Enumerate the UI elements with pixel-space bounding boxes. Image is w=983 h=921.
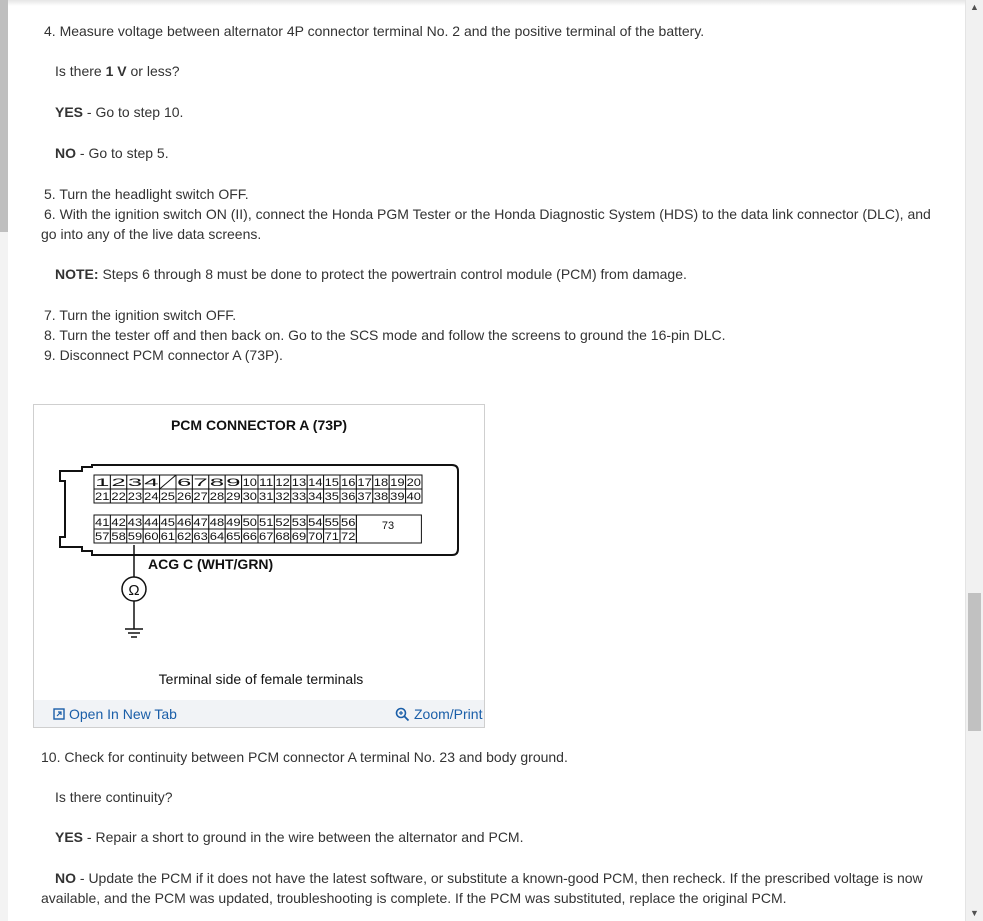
terminal-number: 51 (259, 517, 274, 529)
no-4-text: - Go to step 5. (76, 145, 169, 161)
terminal-number: 49 (226, 517, 241, 529)
terminal-number: 9 (226, 477, 241, 489)
terminal-number: 71 (324, 531, 339, 543)
ohm-symbol: Ω (128, 582, 140, 599)
terminal-number: 72 (341, 531, 356, 543)
no-label: NO (55, 145, 76, 161)
terminal-number: 54 (308, 517, 323, 529)
terminal-number: 36 (341, 491, 356, 503)
terminal-number: 59 (127, 531, 143, 543)
scroll-down-arrow-icon[interactable]: ▼ (970, 908, 979, 918)
open-new-tab-icon (53, 708, 65, 720)
terminal-number: 38 (373, 491, 389, 503)
vertical-scrollbar[interactable] (965, 0, 983, 921)
terminal-number: 65 (226, 531, 241, 543)
question-4-value: 1 V (105, 63, 127, 79)
terminal-number: 62 (177, 531, 192, 543)
terminal-number: 52 (275, 517, 290, 529)
no-label: NO (55, 870, 76, 886)
question-4-pre: Is there (55, 63, 106, 79)
terminal-number: 12 (275, 477, 290, 489)
terminal-number: 1 (95, 477, 110, 489)
left-scroll-thumb[interactable] (0, 0, 8, 232)
terminal-number: 26 (177, 491, 192, 503)
no-10-text: - Update the PCM if it does not have the latest software, or substitute a known-good PCM, then recheck. If the prescribed voltage is now available, and the PCM was updated, troubleshooting is complete. If the PCM was substituted, replace the original PCM. (41, 870, 923, 906)
step-10: 10. Check for continuity between PCM connector A terminal No. 23 and body ground. (41, 749, 568, 765)
answer-yes-4 (55, 102, 183, 122)
terminal-number: 45 (160, 517, 175, 529)
step-5: 5. Turn the headlight switch OFF. (44, 186, 249, 202)
terminal-number: 50 (242, 517, 257, 529)
terminal-number: 3 (127, 477, 143, 489)
yes-label: YES (55, 104, 84, 120)
left-scroll-gutter[interactable] (0, 0, 8, 921)
terminal-number: 7 (193, 477, 208, 489)
yes-10-text: - Repair a short to ground in the wire between the alternator and PCM. (83, 829, 524, 845)
scroll-thumb[interactable] (968, 593, 981, 731)
terminal-number: 47 (193, 517, 208, 529)
pcm-connector-figure (33, 404, 485, 702)
terminal-number: 53 (291, 517, 307, 529)
note-label: NOTE: (55, 266, 99, 282)
terminal-number: 58 (111, 531, 126, 543)
terminal-number: 25 (160, 491, 175, 503)
zoom-print-link[interactable] (395, 706, 482, 722)
terminal-number: 61 (160, 531, 175, 543)
step-9: 9. Disconnect PCM connector A (73P). (44, 347, 283, 363)
note (55, 264, 687, 284)
terminal-number: 27 (193, 491, 208, 503)
terminal-number: 22 (111, 491, 126, 503)
housing-inner (424, 471, 425, 549)
terminal-number: 33 (291, 491, 307, 503)
terminal-number: 43 (127, 517, 143, 529)
scroll-up-arrow-icon[interactable]: ▲ (970, 2, 979, 12)
open-in-new-tab-link[interactable] (53, 706, 177, 722)
terminal-number: 48 (209, 517, 225, 529)
step-8: 8. Turn the tester off and then back on. Go to the SCS mode and follow the screens to ground the 16-pin DLC. (44, 327, 726, 343)
answer-no-4 (55, 143, 169, 163)
question-4 (55, 61, 180, 81)
terminal-number: 41 (95, 517, 110, 529)
terminal-number: 60 (144, 531, 159, 543)
terminal-number: 55 (324, 517, 339, 529)
zoom-print-label: Zoom/Print (414, 706, 483, 722)
terminal-number: 35 (324, 491, 339, 503)
zoom-magnifier-icon (395, 707, 410, 722)
terminal-number: 4 (144, 477, 159, 489)
terminal-number: 23 (127, 491, 143, 503)
question-4-post: or less? (126, 63, 180, 79)
yes-4-text: - Go to step 10. (83, 104, 184, 120)
terminal-number: 68 (275, 531, 290, 543)
terminal-number: 67 (259, 531, 274, 543)
terminal-number: 44 (144, 517, 159, 529)
terminal-number: 42 (111, 517, 126, 529)
terminal-number: 14 (308, 477, 323, 489)
note-text: Steps 6 through 8 must be done to protect the powertrain control module (PCM) from damage. (98, 266, 687, 282)
terminal-number: 28 (209, 491, 225, 503)
terminal-number: 46 (177, 517, 192, 529)
terminal-number: 10 (242, 477, 257, 489)
terminal-number: 15 (324, 477, 339, 489)
figure-footer (33, 700, 485, 728)
terminal-number: 8 (209, 477, 225, 489)
step-6: 6. With the ignition switch ON (II), connect the Honda PGM Tester or the Honda Diagnostic System (HDS) to the data link connector (DLC), and go into any of the live data screens. (41, 206, 931, 242)
wire-label: ACG C (WHT/GRN) (148, 556, 274, 572)
answer-no-10 (41, 868, 951, 908)
terminal-number: 66 (242, 531, 257, 543)
terminal-number: 19 (390, 477, 405, 489)
terminal-number: 70 (308, 531, 323, 543)
figure-caption: Terminal side of female terminals (158, 671, 364, 687)
terminal-number: 39 (390, 491, 405, 503)
terminal-number: 29 (226, 491, 241, 503)
terminal-number: 64 (209, 531, 225, 543)
terminal-number: 20 (406, 477, 421, 489)
answer-yes-10 (55, 827, 523, 847)
terminal-number: 6 (177, 477, 192, 489)
terminal-number: 40 (406, 491, 421, 503)
step-7: 7. Turn the ignition switch OFF. (44, 307, 237, 323)
question-10: Is there continuity? (55, 789, 173, 805)
terminal-number: 69 (291, 531, 307, 543)
yes-label: YES (55, 829, 84, 845)
terminal-number: 56 (341, 517, 356, 529)
terminal-number: 16 (341, 477, 356, 489)
terminal-number: 13 (291, 477, 307, 489)
terminal-number: 31 (259, 491, 274, 503)
terminal-number: 37 (357, 491, 372, 503)
open-in-new-tab-label: Open In New Tab (69, 706, 177, 722)
terminal-number: 63 (193, 531, 208, 543)
terminal-number: 57 (95, 531, 110, 543)
terminal-number: 24 (144, 491, 159, 503)
terminal-number: 2 (111, 477, 126, 489)
terminal-number: 21 (95, 491, 110, 503)
terminal-number: 18 (373, 477, 389, 489)
terminal-number: 32 (275, 491, 290, 503)
figure-title: PCM CONNECTOR A (73P) (170, 417, 348, 433)
terminal-number: 30 (242, 491, 257, 503)
connector-diagram (34, 405, 484, 701)
upper-terminal-rows (94, 475, 422, 503)
terminal-number: 17 (357, 477, 372, 489)
terminal-73: 73 (381, 520, 395, 532)
terminal-number: 34 (308, 491, 323, 503)
terminal-number: 11 (259, 477, 274, 489)
step-4: 4. Measure voltage between alternator 4P connector terminal No. 2 and the positive terminal of the battery. (44, 23, 705, 39)
